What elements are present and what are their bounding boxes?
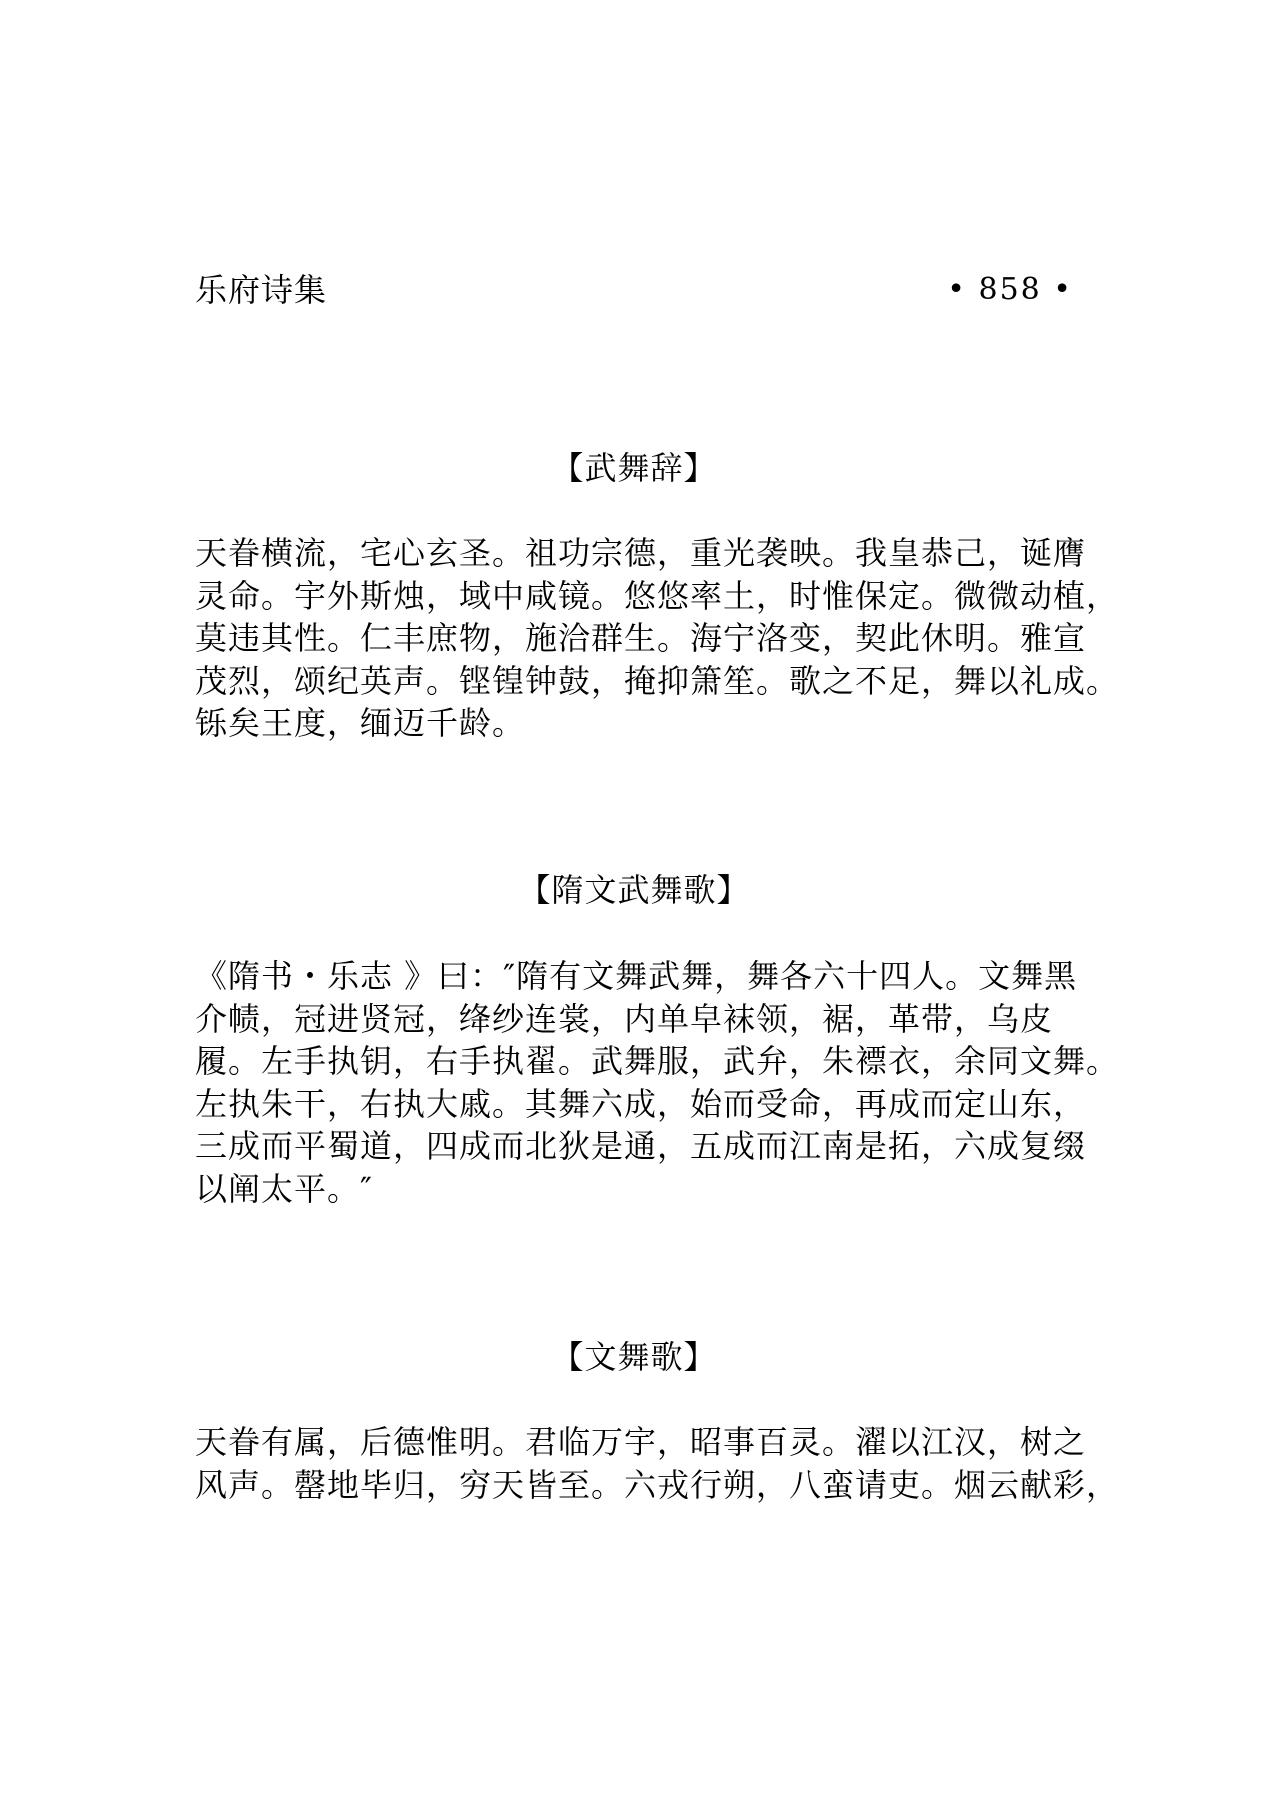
section-body-sui-wen-wu-wu-ge	[195, 955, 1120, 1210]
page-number: • 858 •	[947, 272, 1073, 307]
text-line: 天眷有属，后德惟明。君临万宇，昭事百灵。濯以江汉，树之	[195, 1423, 1087, 1461]
section-body-wen-wu-ge	[195, 1421, 1120, 1506]
section-heading-sui-wen-wu-wu-ge: 【隋文武舞歌】	[518, 871, 750, 909]
text-line: 左执朱干，右执大戚。其舞六成，始而受命，再成而定山东，	[195, 1084, 1087, 1123]
text-line: 灵命。宇外斯烛，域中咸镜。悠悠率土，时惟保定。微微动植，	[195, 576, 1120, 615]
book-title: 乐府诗集	[195, 271, 328, 309]
text-line: 铄矣王度，缅迈千龄。	[195, 704, 526, 742]
text-line: 天眷横流，宅心玄圣。祖功宗德，重光袭映。我皇恭己，诞膺	[195, 534, 1087, 572]
running-head	[195, 268, 1073, 312]
text-line: 茂烈，颂纪英声。铿锽钟鼓，掩抑箫笙。歌之不足，舞以礼成。	[195, 661, 1120, 700]
section-heading-wen-wu-ge: 【文舞歌】	[551, 1338, 717, 1376]
text-line: 《隋书・乐志 》曰：″隋有文舞武舞，舞各六十四人。文舞黑	[195, 957, 1078, 995]
section-heading-wu-wu-ci: 【武舞辞】	[551, 449, 717, 487]
text-line: 三成而平蜀道，四成而北狄是通，五成而江南是拓，六成复缀	[195, 1127, 1087, 1165]
text-line: 风声。罄地毕归，穷天皆至。六戎行朔，八蛮请吏。烟云献彩，	[195, 1465, 1120, 1504]
text-line: 介帻，冠进贤冠，绛纱连裳，内单皁袜领，裾，革带，乌皮	[195, 999, 1054, 1038]
text-line: 莫违其性。仁丰庶物，施洽群生。海宁洛变，契此休明。雅宣	[195, 619, 1087, 657]
section-body-wu-wu-ci	[195, 532, 1120, 745]
text-line: 以阐太平。″	[195, 1169, 373, 1208]
text-line: 履。左手执钥，右手执翟。武舞服，武弁，朱褾衣，余同文舞。	[195, 1042, 1120, 1080]
